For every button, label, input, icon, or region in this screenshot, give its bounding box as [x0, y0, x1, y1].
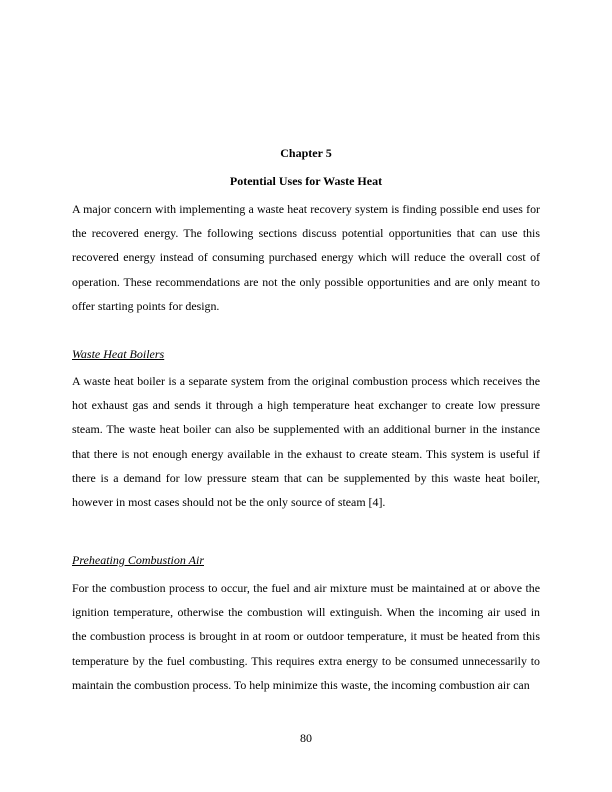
document-page	[72, 0, 540, 792]
page-number: 80	[300, 731, 312, 745]
section-heading-waste-heat-boilers: Waste Heat Boilers	[72, 347, 165, 361]
section-body-preheating-combustion-air: For the combustion process to occur, the fuel and air mixture must be maintained at or above the ignition temperature, otherwise the combustion will extinguish. When the incoming air used in the combustion process is brought in at room or outdoor temperature, it must be heated from this temperature by the fuel combusting. This requires extra energy to be consumed unnecessarily to maintain the combustion process. To help minimize this waste, the incoming combustion air can	[72, 581, 540, 692]
chapter-number: Chapter 5	[280, 146, 332, 160]
intro-paragraph: A major concern with implementing a waste heat recovery system is finding possible end uses for the recovered energy. The following sections discuss potential opportunities that can use this recovered energy instead of consuming purchased energy which will reduce the overall cost of operation. These recommendations are not the only possible opportunities and are only meant to offer starting points for design.	[72, 202, 540, 313]
section-heading-preheating-combustion-air: Preheating Combustion Air	[72, 553, 204, 567]
section-body-waste-heat-boilers: A waste heat boiler is a separate system from the original combustion process which receives the hot exhaust gas and sends it through a high temperature heat exchanger to create low pressure steam. The waste heat boiler can also be supplemented with an additional burner in the instance that there is not enough energy available in the exhaust to create steam. This system is useful if there is a demand for low pressure steam that can be supplemented by this waste heat boiler, however in most cases should not be the only source of steam [4].	[72, 374, 540, 510]
chapter-title: Potential Uses for Waste Heat	[229, 174, 383, 188]
